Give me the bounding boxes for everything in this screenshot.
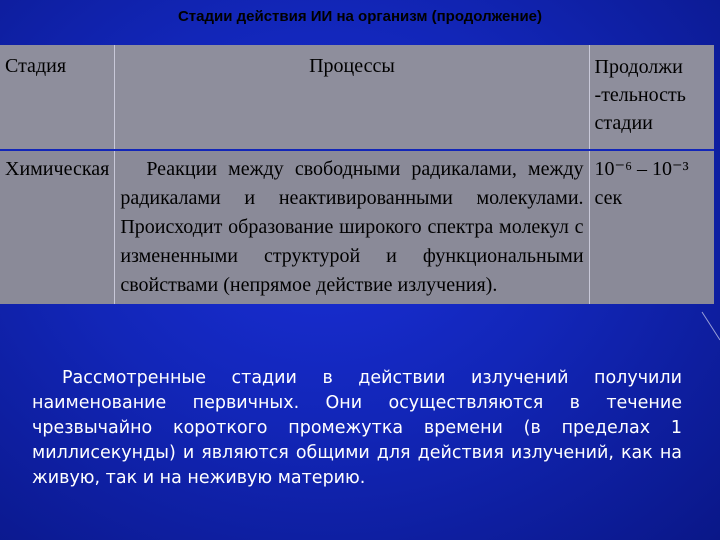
header-duration: Продолжи -тельность стадии	[589, 45, 714, 150]
processes-cell: Реакции между свободными радикалами, между радикалами и неактивированными молекулами. Происходит образование широкого спектра молекул с измененными структурой и функциональными свойствами (непрямое действие излучения).	[115, 150, 589, 304]
corner-decoration	[700, 310, 720, 350]
header-stage: Стадия	[0, 45, 115, 150]
header-processes: Процессы	[115, 45, 589, 150]
summary-paragraph: Рассмотренные стадии в действии излучений получили наименование первичных. Они осуществляются в течение чрезвычайно короткого промежутка времени (в пределах 1 миллисекунды) и являются общими для действия излучений, как на живую, так и на неживую материю.	[32, 368, 682, 488]
slide-title: Стадии действия ИИ на организм (продолжение)	[177, 8, 543, 25]
duration-cell: 10⁻⁶ – 10⁻³ сек	[594, 158, 689, 209]
table-header-row	[0, 45, 714, 150]
stage-cell: Химическая	[0, 150, 115, 304]
table-row	[0, 150, 714, 304]
stages-table	[0, 45, 714, 304]
